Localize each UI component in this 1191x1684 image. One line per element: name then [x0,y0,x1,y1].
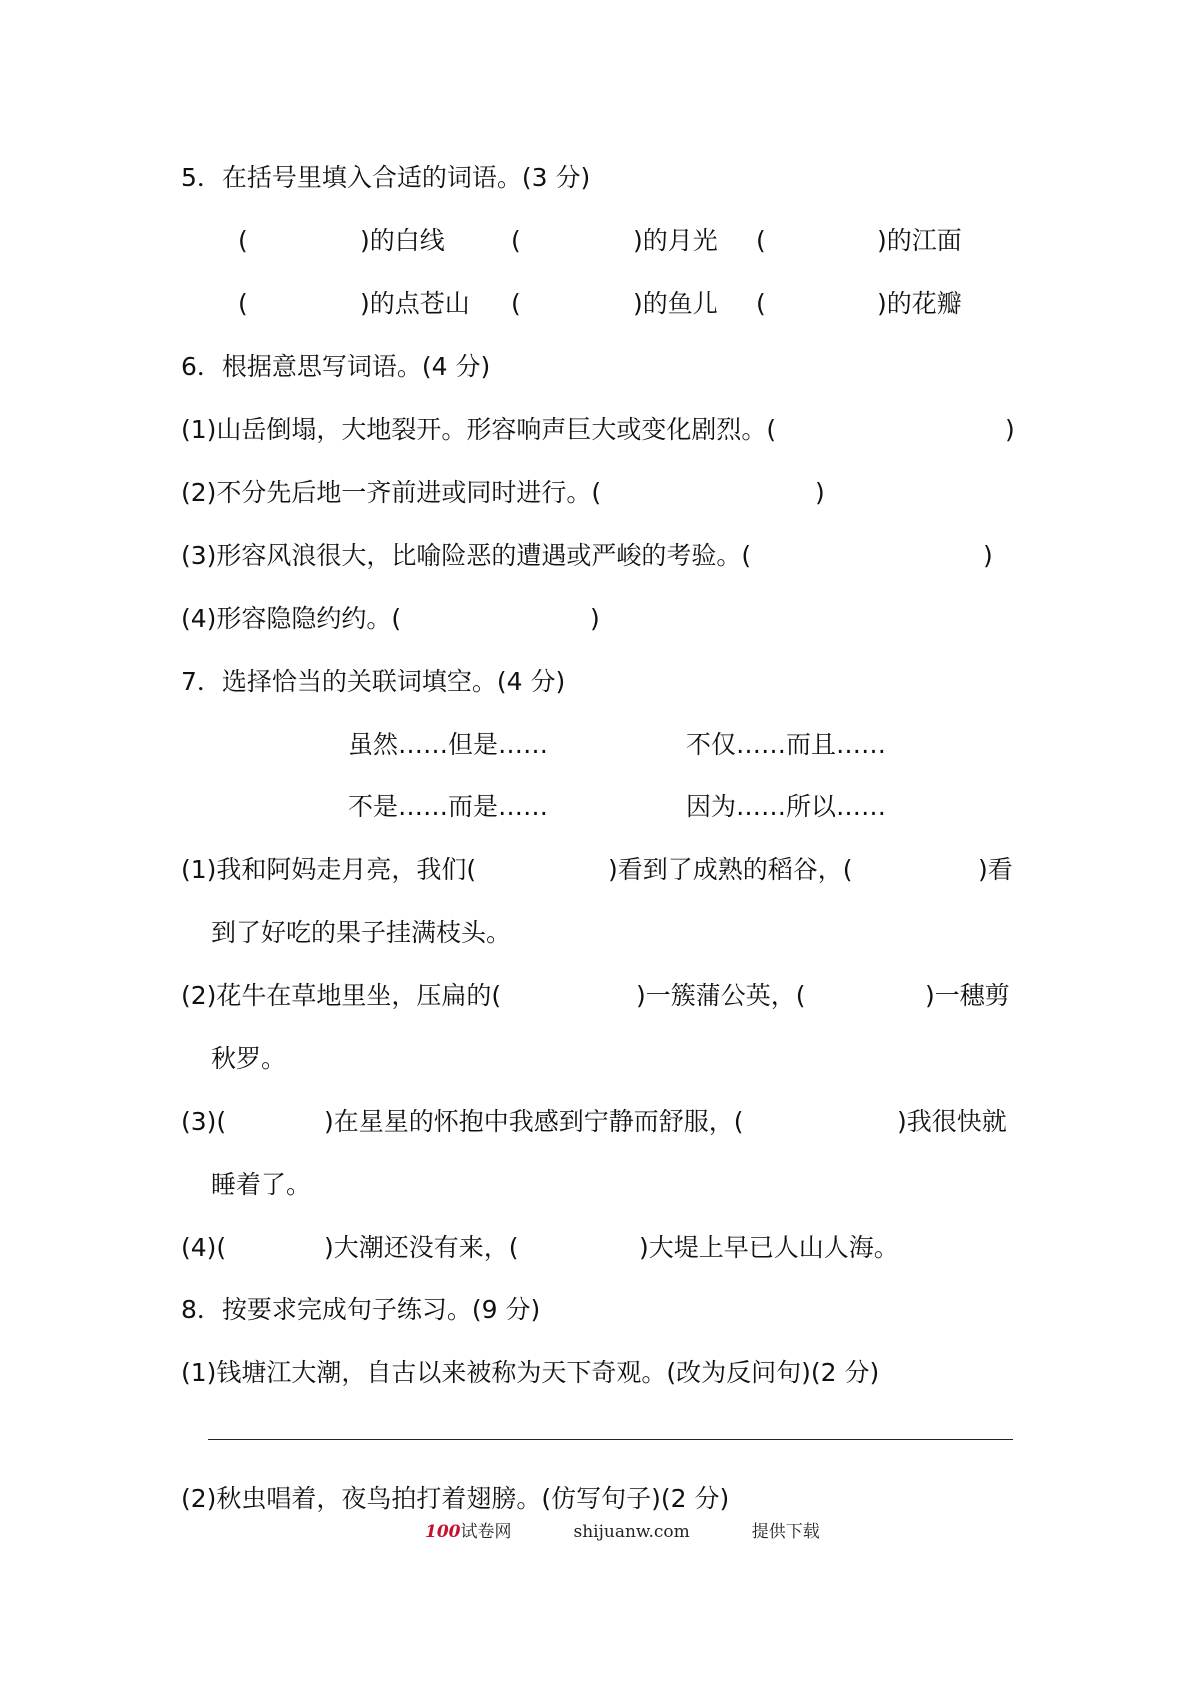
site-name: 试卷网 [460,1522,512,1542]
q6-item-2: (2)不分先后地一齐前进或同时进行。( [181,478,602,507]
q7-title: 7．选择恰当的关联词填空。(4 分) [181,667,566,696]
q7-item-2-cont: 秋罗。 [211,1044,287,1073]
footer [425,1520,820,1544]
q6-title: 6．根据意思写词语。(4 分) [181,352,491,381]
q7-item-1-part-b[interactable]: )看到了成熟的稻谷，( [608,855,853,884]
q5-blank-answer[interactable]: )的鱼儿 [633,289,718,318]
q7-option: 虽然……但是…… [348,730,549,759]
q7-option: 不是……而是…… [348,792,549,821]
q7-option: 因为……所以…… [686,792,887,821]
site-logo: 100 [425,1522,461,1542]
q5-blank-answer[interactable]: )的白线 [360,226,445,255]
q6-item-1-close[interactable]: ) [1005,415,1015,444]
q5-blank-answer[interactable]: )的花瓣 [877,289,962,318]
q8-title: 8．按要求完成句子练习。(9 分) [181,1295,541,1324]
q5-blank-open: ( [238,226,248,255]
q7-item-1-cont: 到了好吃的果子挂满枝头。 [211,918,512,947]
q6-item-4-close[interactable]: ) [590,604,600,633]
q5-blank-open: ( [511,289,521,318]
q7-item-2-part-c[interactable]: )一穗剪 [925,981,1010,1010]
q7-option: 不仅……而且…… [686,730,887,759]
q7-item-1-part-c[interactable]: )看 [978,855,1013,884]
q7-item-1-part-a: (1)我和阿妈走月亮，我们( [181,855,477,884]
q7-item-2-part-b[interactable]: )一簇蒲公英，( [636,981,806,1010]
q5-blank-open: ( [511,226,521,255]
q5-blank-answer[interactable]: )的月光 [633,226,718,255]
q7-item-2-part-a: (2)花牛在草地里坐，压扁的( [181,981,502,1010]
q6-item-3-close[interactable]: ) [983,541,993,570]
answer-line[interactable] [208,1439,1013,1440]
q8-item-1: (1)钱塘江大潮，自古以来被称为天下奇观。(改为反问句)(2 分) [181,1358,880,1387]
q5-blank-open: ( [238,289,248,318]
q7-item-3-part-c[interactable]: )我很快就 [897,1107,1007,1136]
q7-item-4-part-a: (4)( [181,1233,227,1262]
q6-item-4: (4)形容隐隐约约。( [181,604,402,633]
q5-blank-open: ( [756,289,766,318]
q7-item-3-part-a: (3)( [181,1107,227,1136]
download-note: 提供下载 [751,1522,820,1542]
q8-item-2: (2)秋虫唱着，夜鸟拍打着翅膀。(仿写句子)(2 分) [181,1484,730,1513]
q5-title: 5．在括号里填入合适的词语。(3 分) [181,163,591,192]
q7-item-4-part-c[interactable]: )大堤上早已人山人海。 [639,1233,899,1262]
q7-item-4-part-b[interactable]: )大潮还没有来，( [324,1233,519,1262]
q5-blank-answer[interactable]: )的江面 [877,226,962,255]
q5-blank-answer[interactable]: )的点苍山 [360,289,470,318]
q6-item-3: (3)形容风浪很大，比喻险恶的遭遇或严峻的考验。( [181,541,752,570]
site-url[interactable]: shijuanw.com [573,1522,690,1542]
q6-item-1: (1)山岳倒塌，大地裂开。形容响声巨大或变化剧烈。( [181,415,777,444]
q5-blank-open: ( [756,226,766,255]
q7-item-3-part-b[interactable]: )在星星的怀抱中我感到宁静而舒服，( [324,1107,744,1136]
q7-item-3-cont: 睡着了。 [211,1170,312,1199]
q6-item-2-close[interactable]: ) [815,478,825,507]
